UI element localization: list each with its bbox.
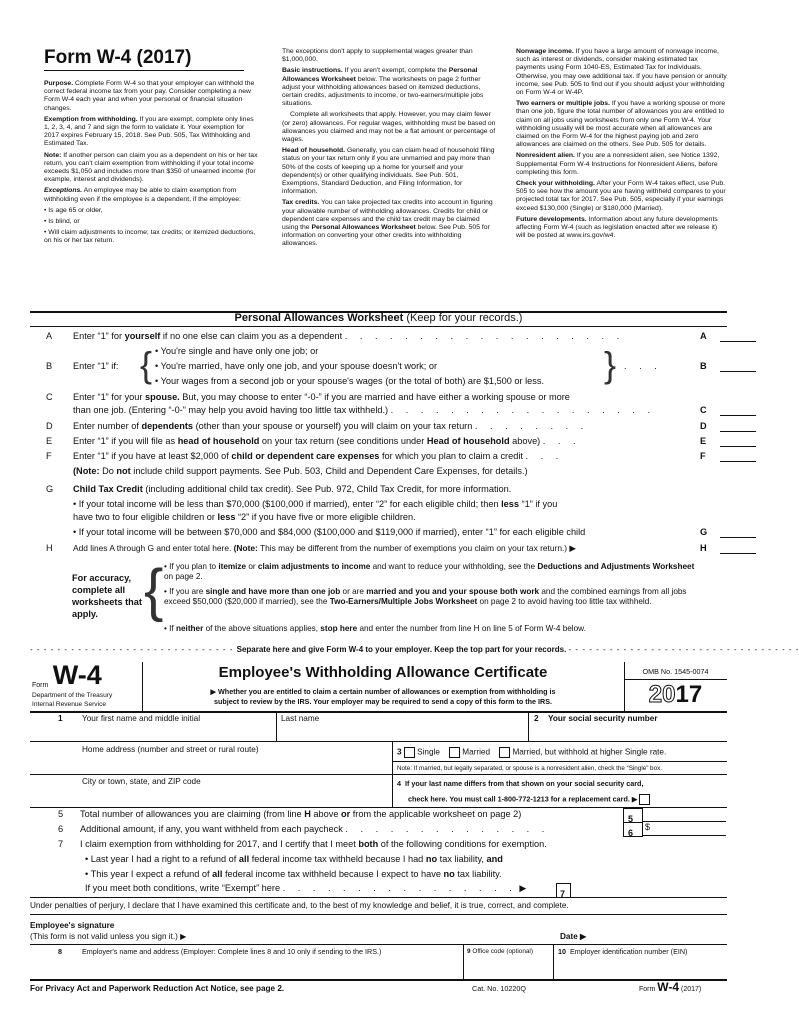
line-c-blank[interactable]	[720, 405, 756, 416]
line-c-bold: spouse.	[145, 392, 180, 402]
accuracy-bullet-2	[164, 587, 709, 607]
line-g-bullet2: • If your total income will be between $70,000 and $84,000 ($100,000 and $119,000 if married), enter “1” for each eligible child	[73, 527, 586, 537]
line-7-b1-text	[85, 854, 503, 865]
cert-form-word: Form	[32, 682, 49, 689]
home-address-label: Home address (number and street or rural route)	[82, 745, 259, 754]
cert-year	[624, 681, 727, 709]
line-g-post: (including additional child tax credit). See Pub. 972, Child Tax Credit, for more information.	[145, 484, 512, 494]
l7b2-c: tax liability.	[457, 869, 502, 879]
worksheet-line-c	[30, 392, 727, 418]
line-f-pre: Enter “1” if you have at least $2,000 of	[73, 451, 229, 461]
line-e-post: on your tax return (see conditions under	[261, 436, 425, 446]
line-d-pre: Enter number of	[73, 421, 139, 431]
line-f-note-bold: (Note:	[73, 466, 100, 476]
accuracy-label: For accuracy, complete all worksheets that apply.	[72, 573, 142, 619]
cert-header-rule	[30, 711, 727, 713]
married-label: Married	[462, 747, 491, 757]
date-input[interactable]	[600, 928, 726, 942]
footer-form-id	[639, 980, 701, 997]
two-earners-label: Two earners or multiple jobs.	[516, 100, 610, 108]
acc2-mid: or are	[342, 587, 364, 596]
worksheet-title-rest: (Keep for your records.)	[406, 312, 523, 324]
worksheet-title-rule	[30, 326, 727, 327]
purpose-text: Complete Form W-4 so that your employer can withhold the correct federal income tax from your pay. Consider completing a new Form W-4 each year and when your personal or financial situation changes.	[44, 80, 255, 112]
name-differs-checkbox[interactable]	[639, 794, 650, 805]
last-name-input[interactable]	[281, 724, 526, 742]
worksheet-line-f	[30, 451, 727, 477]
acc3-mid: of the above situations applies,	[205, 624, 319, 633]
row8-rule	[30, 979, 727, 981]
instructions-col-3	[516, 48, 728, 243]
nonwage-label: Nonwage income.	[516, 48, 574, 55]
married-higher-label: Married, but withhold at higher Single rate.	[512, 747, 667, 757]
single-label: Single	[417, 747, 440, 757]
first-name-input[interactable]	[82, 724, 274, 742]
basic-text-b: below. The worksheets on page 2 further adjust your withholding allowances based on itemized deductions, certain credits, adjustments to income, or two-earners/multiple jobs situations.	[282, 75, 484, 108]
signature-rule	[30, 944, 727, 945]
line-h-text	[73, 543, 576, 554]
worksheet-line-b	[30, 346, 727, 386]
acc1-b1: itemize	[218, 562, 247, 571]
line-f-letter: F	[46, 451, 52, 461]
tc-bold: Personal Allowances Worksheet	[311, 224, 416, 232]
form-title	[44, 46, 244, 71]
line-g-letter: G	[46, 484, 54, 494]
cert-form-id	[32, 661, 142, 689]
line-f-line2-a: Do	[102, 466, 114, 476]
line-g-b1-post: “1” if you	[521, 499, 558, 509]
hoh-text: Generally, you can claim head of household filing status on your tax return only if you are unmarried and pay more than 50% of the costs of keeping up a home for yourself and your dependent(s) or other qualifying individuals. See Pub. 501, Exemptions, Standard Deduction, and Filing Information, for information.	[282, 147, 495, 196]
row1-div-2	[528, 712, 529, 741]
l7b1-a: • Last year I had a right to a refund of	[85, 854, 237, 864]
single-checkbox[interactable]	[404, 747, 415, 758]
purpose-label: Purpose.	[44, 80, 74, 87]
l7b3: If you meet both conditions, write “Exempt” here	[85, 883, 281, 893]
line-g-b1-bold: less	[501, 499, 520, 509]
acc1-b3: Deductions and Adjustments Worksheet	[537, 562, 695, 571]
exception-bullet-3: • Will claim adjustments to income; tax credits; or itemized deductions, on his or her tax return.	[44, 229, 256, 245]
field-10	[558, 948, 687, 957]
signature-sub: (This form is not valid unless you sign it.) ▶	[30, 932, 187, 941]
line-6-text: Additional amount, if any, you want withheld from each paycheck . . . . . . . . . . . . . .	[80, 824, 550, 834]
line-6-input[interactable]	[642, 822, 726, 836]
tc-label: Tax credits.	[282, 199, 320, 207]
line-e-letter: E	[46, 436, 53, 446]
exception-bullet-2: • Is blind, or	[44, 218, 80, 226]
l7b1-bold3: and	[486, 854, 503, 864]
field-9	[467, 948, 533, 956]
line-g-b1-l2-bold: less	[217, 512, 236, 522]
worksheet-title-bold: Personal Allowances Worksheet	[234, 312, 404, 324]
l7-bold: both	[358, 839, 379, 849]
acc2-post: and the combined earnings from all jobs exceed $50,000 ($20,000 if married), see the	[164, 587, 687, 606]
line-c-text	[73, 392, 570, 403]
cert-sub-1: ▶ Whether you are entitled to claim a certain number of allowances or exemption from withholding is	[210, 687, 556, 696]
city-label: City or town, state, and ZIP code	[82, 777, 201, 786]
line-b-brace-left: {	[140, 344, 153, 385]
accuracy-bullet-3	[164, 624, 704, 634]
field-3-note: Note: If married, but legally separated, or spouse is a nonresident alien, check the “Single” box.	[397, 765, 662, 772]
line-f-right-letter: F	[700, 451, 706, 461]
l7b1-bold2: no	[425, 854, 438, 864]
line-b-option-2: • You're married, have only one job, and your spouse doesn't work; or	[155, 361, 438, 371]
check-withholding-text: After your Form W-4 takes effect, use Pub. 505 to see how the amount you are having withheld compares to your projected total tax for 2017. See Pub. 505, especially if your earnings exceed $130,000 (Single) or $180,000 (Married).	[516, 180, 726, 212]
married-higher-checkbox[interactable]	[499, 747, 510, 758]
l7b2-a: • This year I expect a refund of	[85, 869, 210, 879]
acc2-pre: • If you are	[164, 587, 204, 596]
cert-omb-rule	[624, 679, 727, 680]
exempt-input[interactable]	[570, 883, 726, 896]
field-9-label: Office code (optional)	[472, 948, 533, 955]
exception-bullet-1: • Is age 65 or older,	[44, 206, 103, 214]
worksheet-title	[30, 312, 727, 325]
line-h-bold: (Note:	[233, 543, 258, 553]
field-4-line2	[408, 794, 650, 805]
line-g-right-letter: G	[700, 527, 708, 537]
cert-year-outline: 20	[648, 681, 676, 708]
line-b-dots: . . .	[624, 361, 662, 371]
basic-bold: Personal Allowances Worksheet	[282, 67, 478, 83]
line-f-line2	[73, 466, 528, 477]
l7-b: of the following conditions for exemption.	[380, 839, 547, 849]
line-h-blank[interactable]	[720, 543, 756, 554]
line-7-b2-text	[85, 869, 502, 880]
exceptions-text: An employee may be able to claim exemption from withholding even if the employee is a dependent, if the employee:	[44, 187, 241, 203]
field-8-label: Employer's name and address (Employer: Complete lines 8 and 10 only if sending to the IRS.)	[82, 947, 382, 956]
line-b-option-3: • Your wages from a second job or your spouse's wages (or the total of both) are $1,500 or less.	[155, 376, 545, 386]
acc1-b2: claim adjustments to income	[257, 562, 371, 571]
tc-text-a: You can take projected tax credits into account in figuring your allowable number of withholding allowances. Credits for child or dependent care expenses and the child tax credit may be claimed using the	[282, 199, 493, 232]
l5-c: from the applicable worksheet on page 2)	[352, 809, 522, 819]
line-5-input[interactable]	[642, 808, 726, 822]
exemption-text: If you are exempt, complete only lines 1, 2, 3, 4, and 7 and sign the form to validate it. Your exemption for 2017 expires February 15, 2018. See Pub. 505, Tax Withholding and Estimated Tax.	[44, 115, 254, 148]
line-c-letter: C	[46, 392, 53, 402]
line-7-num: 7	[58, 839, 64, 849]
line-f-not-bold: not	[116, 466, 131, 476]
field-9-num: 9	[467, 948, 471, 955]
employer-name-input[interactable]	[82, 958, 460, 978]
field-4-num: 4	[397, 779, 401, 788]
line-c-line2-text: than one job. (Entering “-0-” may help you avoid having too little tax withheld.)	[73, 405, 389, 415]
line-b-pre: Enter “1” if:	[73, 361, 119, 371]
l7b1-b: federal income tax withheld because I had	[251, 854, 424, 864]
acc2-b1: single and have more than one job	[205, 587, 341, 596]
line-g-blank[interactable]	[720, 527, 756, 538]
footer-form-code: W-4	[657, 980, 680, 994]
field-4-line1	[397, 780, 643, 789]
worksheet-line-g	[30, 484, 727, 540]
penalty-text: Under penalties of perjury, I declare that I have examined this certificate and, to the best of my knowledge and belief, it is true, correct, and complete.	[30, 901, 569, 910]
accuracy-brace: {	[144, 558, 164, 623]
ein-input[interactable]	[558, 958, 724, 978]
line-7-box[interactable]	[556, 883, 571, 898]
line-a-text: Enter “1” for yourself if no one else can claim you as a dependent . . . . . . . . . . . . . . . . . . .	[73, 331, 625, 341]
date-label: Date ▶	[560, 932, 587, 941]
line-d-post: (other than your spouse or yourself) you will claim on your tax return	[195, 421, 473, 431]
l7b2-bold: all	[212, 869, 223, 879]
l5-a: Total number of allowances you are claiming (from line	[80, 809, 302, 819]
line-6-box-num: 6	[628, 828, 634, 838]
separator-line: - - - - - - - - - - - - - - - - - - - - - - - - - - - - - - Separate here and give Form W-4 to your employer. Keep the top part for your records. - - - - - - - - - - - - - - - - - - - - - - - - - - - - - - - - - -	[30, 645, 799, 654]
col2-p3: Complete all worksheets that apply. However, you may claim fewer (or zero) allowances. For regular wages, withholding must be based on allowances you claimed and may not be a flat amount or percentage of wages.	[282, 111, 496, 144]
field-1-label: Your first name and middle initial	[82, 714, 201, 723]
line-b-option-1: • You're single and have only one job; or	[155, 346, 319, 356]
signature-label: Employee's signature	[30, 921, 115, 930]
row8-div-1	[463, 945, 464, 979]
office-code-input[interactable]	[467, 958, 551, 978]
exemption-label: Exemption from withholding.	[44, 115, 138, 123]
acc3-post: and enter the number from line H on line 5 of Form W-4 below.	[359, 624, 586, 633]
cert-sub-2: subject to review by the IRS. Your employer may be required to send a copy of this form to the IRS.	[213, 697, 552, 706]
future-text: Information about any future developments affecting Form W-4 (such as legislation enacted after we release it) will be posted at www.irs.gov/w4.	[516, 215, 718, 240]
line-e-blank[interactable]	[720, 436, 756, 447]
cert-dept: Department of the Treasury	[32, 692, 113, 699]
field-10-num: 10	[558, 947, 566, 956]
acc2-b3: Two-Earners/Multiple Jobs Worksheet	[329, 597, 478, 606]
nonresident-label: Nonresident alien.	[516, 152, 575, 160]
line-d-bold: dependents	[141, 421, 194, 431]
field-3-row	[397, 747, 666, 758]
line-e-bold: head of household	[177, 436, 260, 446]
line-c-line2: than one job. (Entering “-0-” may help you avoid having too little tax withheld.) . . . . . . . . . . . . . . . . . .	[73, 405, 656, 415]
line-g-bullet1-line2	[73, 512, 416, 523]
line-f-bold: child or dependent care expenses	[231, 451, 380, 461]
line-b-brace-right: }	[604, 344, 617, 385]
cert-title: Employee's Withholding Allowance Certificate	[218, 664, 548, 681]
separator-text: Separate here and give Form W-4 to your employer. Keep the top part for your records.	[236, 645, 567, 654]
field-10-label: Employer identification number (EIN)	[570, 947, 688, 956]
acc1-pre: • If you plan to	[164, 562, 217, 571]
line-g-b1-l2b: “2” if you have five or more eligible children.	[238, 512, 416, 522]
line-e-text: Enter “1” if you will file as head of household on your tax return (see conditions under Head of household above) . . .	[73, 436, 581, 446]
line-7-box-num: 7	[560, 889, 566, 899]
basic-label: Basic instructions.	[282, 67, 343, 75]
l5-bold2: or	[341, 809, 351, 819]
line-a-right-letter: A	[700, 331, 707, 341]
home-address-input[interactable]	[82, 756, 382, 774]
line-g-bullet1	[73, 499, 557, 510]
line-g-text	[73, 484, 511, 495]
line-f-line2-b: include child support payments. See Pub. 503, Child and Dependent Care Expenses, for details.)	[133, 466, 528, 476]
field-4-text-1: If your last name differs from that shown on your social security card,	[405, 779, 644, 788]
row8-div-2	[553, 945, 554, 979]
line-h-right-letter: H	[700, 543, 707, 553]
line-g-bold: Child Tax Credit	[73, 484, 143, 494]
l7b2-bold2: no	[443, 869, 455, 879]
row1-div-1	[276, 712, 277, 741]
line-e-bold2: Head of household	[426, 436, 510, 446]
line-f-blank[interactable]	[720, 451, 756, 462]
acc1-post: and want to reduce your withholding, see the	[372, 562, 536, 571]
l6-text: Additional amount, if any, you want withheld from each paycheck	[80, 824, 343, 834]
ssn-input[interactable]	[534, 724, 724, 742]
nonwage-text: If you have a large amount of nonwage income, such as interest or dividends, consider making estimated tax payments using Form 1040-ES, Estimated Tax for Individuals. Otherwise, you may owe additional tax. If you have pension or annuity income, see Pub. 505 to find out if you should adjust your withholding on Form W-4 or W-4P.	[516, 48, 727, 97]
field-3-num: 3	[397, 747, 402, 757]
l5-bold: H	[304, 809, 311, 819]
penalty-rule	[30, 914, 727, 915]
acc2-b2: married and you and your spouse both work	[366, 587, 540, 596]
note-text: If another person can claim you as a dependent on his or her tax return, you can't claim exemption from withholding if your total income exceeds $1,050 and includes more than $350 of unearned income (for example, interest and dividends).	[44, 151, 258, 184]
line-a-pre: Enter “1” for	[73, 331, 123, 341]
tc-text-b: below. See Pub. 505 for information on converting your other credits into withholding allowances.	[282, 224, 490, 248]
line-g-b1: • If your total income will be less than $70,000 ($100,000 if married), enter “2” for each eligible child; then	[73, 499, 499, 509]
last-name-label: Last name	[281, 714, 320, 723]
line-7-text	[80, 839, 547, 850]
line-h-letter: H	[46, 543, 53, 553]
line-5-num: 5	[58, 809, 64, 819]
ssn-label: Your social security number	[548, 714, 658, 723]
field-1-num: 1	[58, 714, 63, 723]
instructions-col-2	[282, 48, 497, 252]
l7b1-bold: all	[238, 854, 250, 864]
check-withholding-label: Check your withholding.	[516, 180, 595, 188]
line-c-post: But, you may choose to enter “-0-” if you are married and have either a working spouse or more	[182, 392, 570, 402]
line-c-pre: Enter “1” for your	[73, 392, 143, 402]
l7-a: I claim exemption from withholding for 2017, and I certify that I meet	[80, 839, 356, 849]
line-e-post2: above)	[512, 436, 541, 446]
line-e-right-letter: E	[700, 436, 707, 446]
cert-irs: Internal Revenue Service	[32, 701, 107, 708]
cert-omb: OMB No. 1545-0074	[642, 667, 709, 676]
form-title-text: Form W-4 (2017)	[44, 47, 192, 68]
line-f-post: for which you plan to claim a credit	[381, 451, 523, 461]
cert-year-bold: 17	[675, 681, 703, 708]
note-label: Note:	[44, 151, 62, 159]
row1-rule	[30, 741, 727, 742]
line-5-text	[80, 809, 521, 820]
line-5-box[interactable]	[623, 808, 643, 823]
footer-privacy: For Privacy Act and Paperwork Reduction Act Notice, see page 2.	[30, 984, 285, 993]
hoh-label: Head of household.	[282, 147, 346, 155]
line-a-bold: yourself	[124, 331, 161, 341]
l5-b: above	[313, 809, 339, 819]
line-b-right-letter: B	[700, 361, 707, 371]
field-4-text-2: check here. You must call 1-800-772-1213 for a replacement card. ▶	[408, 794, 638, 804]
city-input[interactable]	[82, 788, 382, 806]
l7b1-c: tax liability,	[439, 854, 484, 864]
basic-text-a: If you aren't exempt, complete the	[344, 67, 447, 75]
line-6-box[interactable]	[623, 822, 643, 837]
line-d-text: Enter number of dependents (other than your spouse or yourself) you will claim on your tax return . . . . . . . .	[73, 421, 589, 431]
line-6-dollar: $	[645, 822, 651, 832]
exceptions-label: Exceptions.	[44, 187, 83, 195]
l7b2-b: federal income tax withheld because I expect to have	[224, 869, 441, 879]
signature-input[interactable]	[245, 928, 545, 942]
line-h-pre: Add lines A through G and enter total here.	[73, 543, 232, 553]
line-b-letter: B	[46, 361, 53, 371]
field-2-num: 2	[534, 714, 539, 723]
line-7-b3-text: If you meet both conditions, write “Exempt” here . . . . . . . . . . . . . . . . ▶	[85, 883, 527, 893]
line-a-blank[interactable]	[720, 331, 756, 342]
line-f-text: Enter “1” if you have at least $2,000 of child or dependent care expenses for which you plan to claim a credit . . .	[73, 451, 564, 461]
two-earners-text: If you have a working spouse or more than one job, figure the total number of allowances you are entitled to claim on all jobs using worksheets from only one Form W-4. Your withholding usually will be most accurate when all allowances are claimed on the Form W-4 for the highest paying job and zero allowances are claimed on the others. See Pub. 505 for details.	[516, 100, 726, 149]
married-checkbox[interactable]	[449, 747, 460, 758]
line-a-letter: A	[46, 331, 53, 341]
nonresident-text: If you are a nonresident alien, see Notice 1392, Supplemental Form W-4 Instructions for Nonresident Aliens, before completing this form.	[516, 152, 720, 176]
footer-form-word: Form	[639, 986, 656, 993]
line-5-box-num: 5	[628, 814, 634, 824]
line-e-pre: Enter “1” if you will file as	[73, 436, 176, 446]
instructions-col-1	[44, 80, 259, 249]
field-8-num: 8	[58, 947, 62, 956]
footer-form-year: (2017)	[681, 986, 702, 993]
acc1-mid: or	[248, 562, 256, 571]
line-d-right-letter: D	[700, 421, 707, 431]
line-b-blank[interactable]	[720, 361, 756, 372]
line-6-num: 6	[58, 824, 64, 834]
future-label: Future developments.	[516, 215, 587, 223]
accuracy-bullet-1	[164, 562, 704, 582]
acc3-b2: stop here	[320, 624, 358, 633]
line-c-right-letter: C	[700, 405, 707, 415]
line-d-letter: D	[46, 421, 53, 431]
row2-rule	[30, 774, 727, 775]
acc3-pre: • If	[164, 624, 174, 633]
field-3-rule	[392, 761, 727, 762]
line-d-blank[interactable]	[720, 421, 756, 432]
row2-div	[392, 742, 393, 808]
line-g-b1-l2a: have two to four eligible children or	[73, 512, 215, 522]
col2-p1: The exceptions don't apply to supplemental wages greater than $1,000,000.	[282, 48, 473, 64]
cert-form-code: W-4	[52, 660, 102, 690]
line7-rule	[30, 897, 727, 898]
acc3-b1: neither	[175, 624, 204, 633]
acc1-end: on page 2.	[164, 572, 203, 581]
acc2-end: on page 2 to avoid having too little tax withheld.	[479, 597, 652, 606]
line-a-post: if no one else can claim you as a dependent	[162, 331, 343, 341]
line-h-post: This may be different from the number of exemptions you claim on your tax return.) ▶	[260, 543, 576, 553]
footer-cat: Cat. No. 10220Q	[472, 984, 526, 993]
